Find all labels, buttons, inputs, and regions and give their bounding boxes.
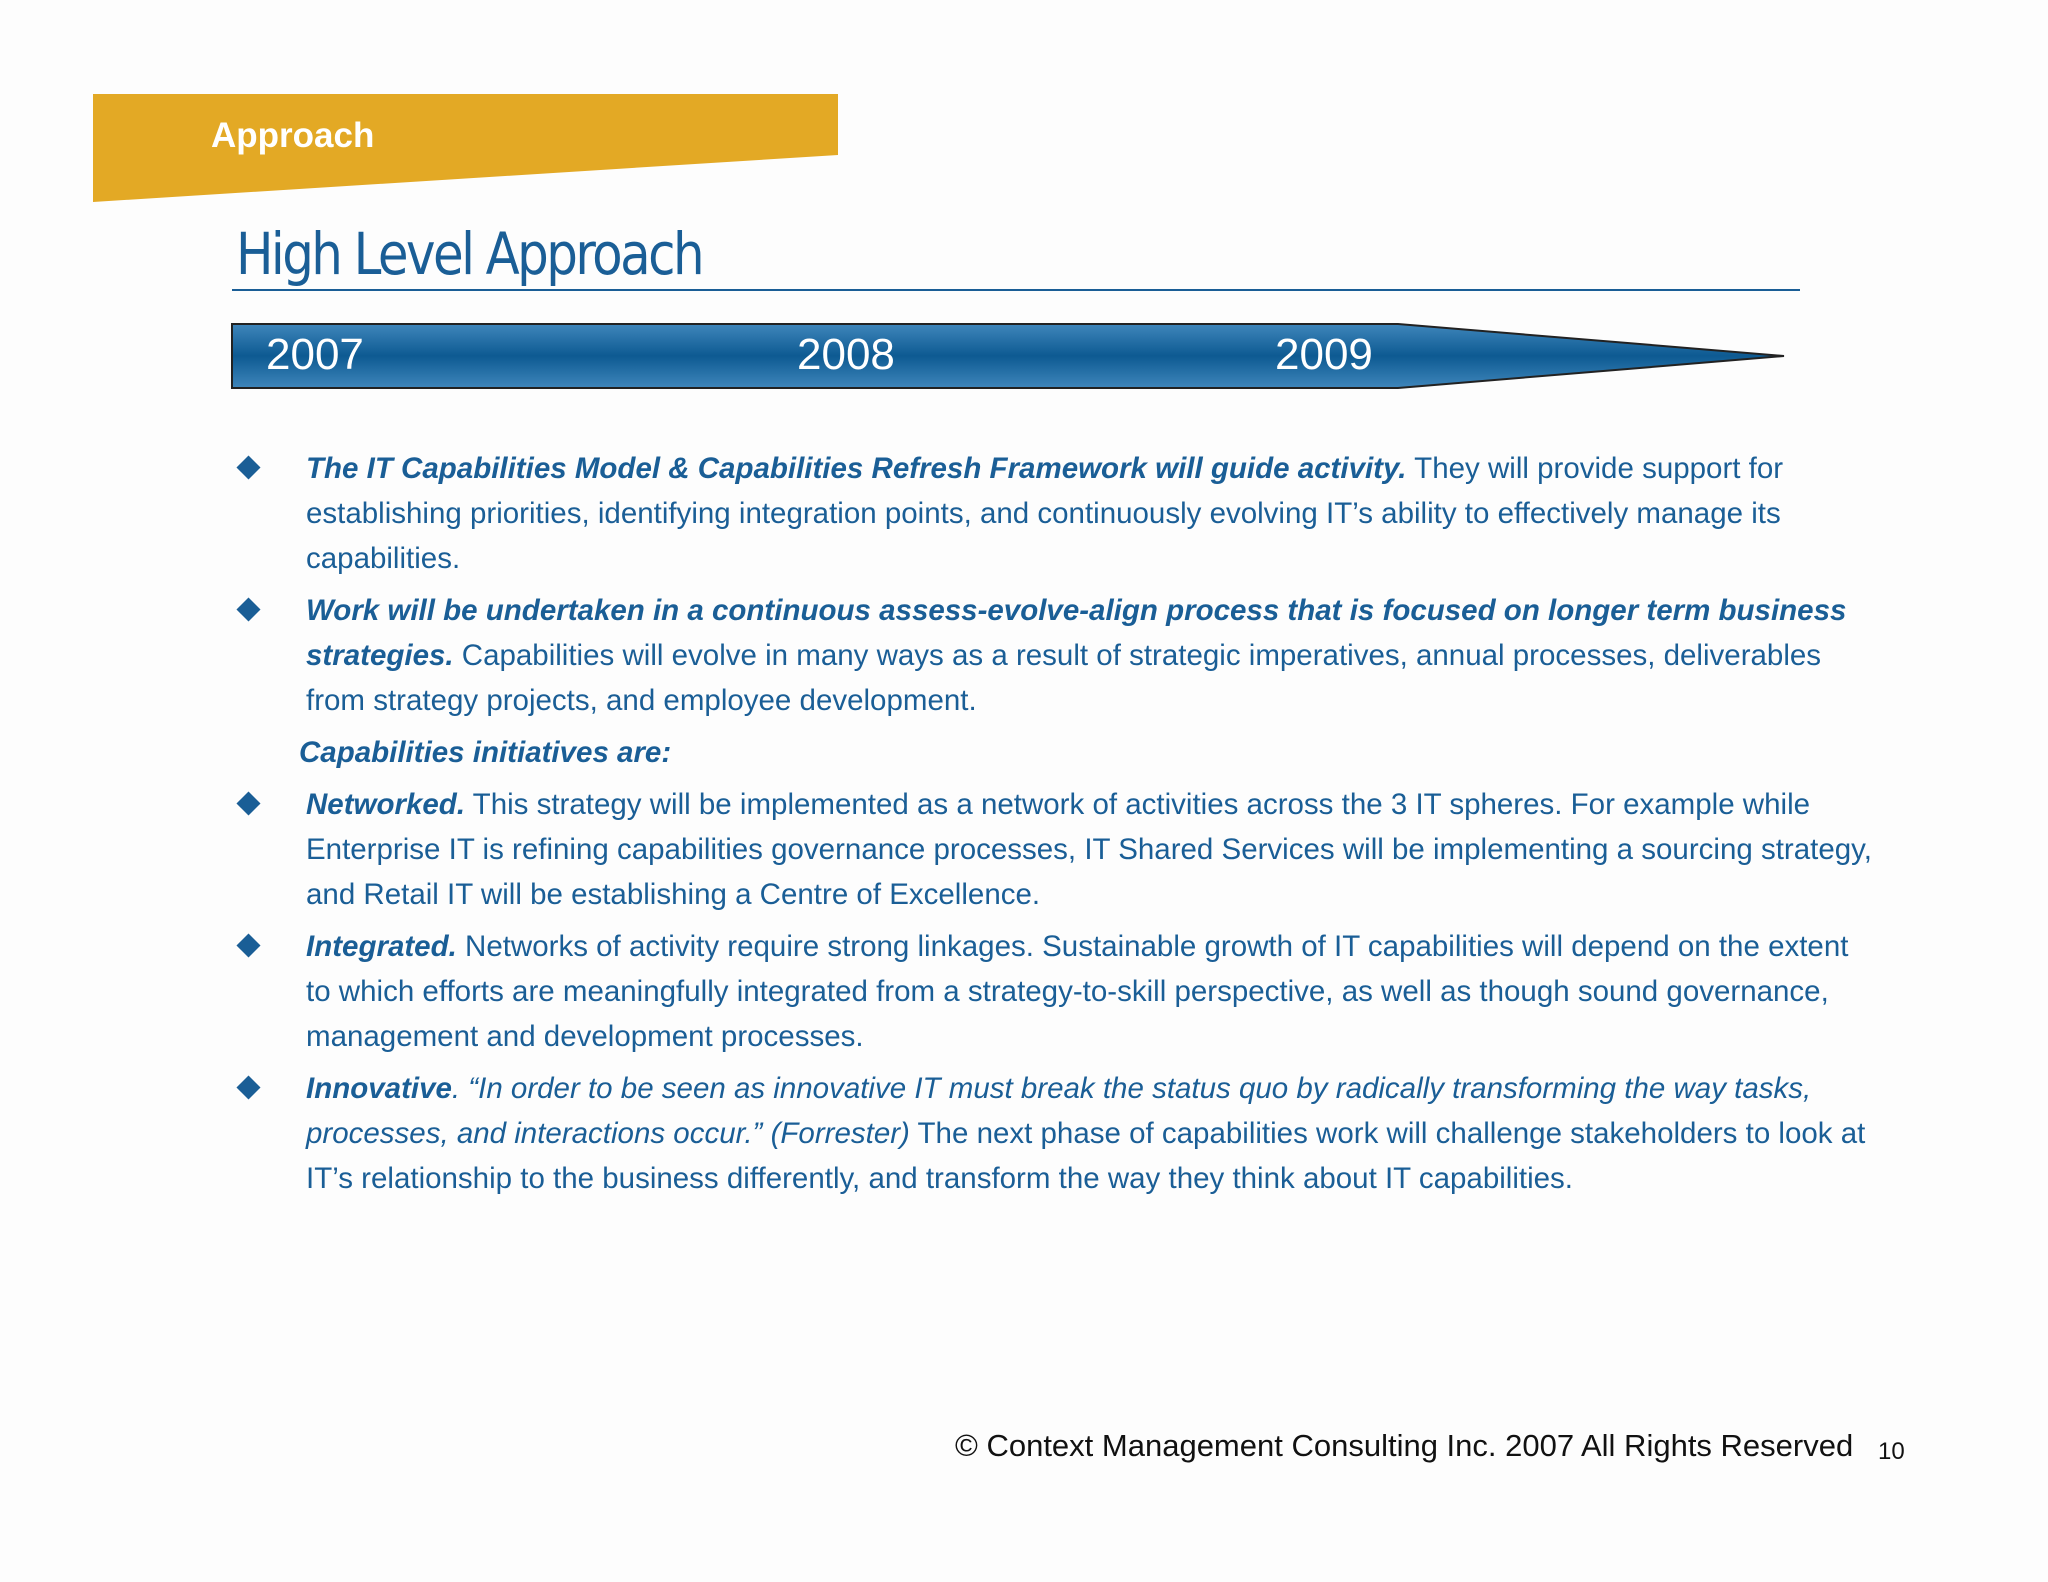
- bullet-text: This strategy will be implemented as a network of activities across the 3 IT spheres. For example while Enterprise IT is refining capabilities governance processes, IT Shared Services will be implementing a sourcing strategy, and Retail IT will be establishing a Centre of Excellence.: [306, 788, 1872, 911]
- bullet-framework: [236, 446, 1876, 581]
- section-tag-shape: [93, 94, 838, 202]
- bullet-quote: . “In order to be seen as innovative IT must break the status quo by radically transforming the way tasks, processes, and interactions occur.” (Forrester): [306, 1072, 1812, 1150]
- timeline-arrow: [230, 322, 1790, 390]
- bullet-lead: The IT Capabilities Model & Capabilities Refresh Framework will guide activity.: [306, 452, 1407, 485]
- bullet-lead: Work will be undertaken in a continuous assess-evolve-align process that is focused on longer term business strategies.: [306, 594, 1847, 672]
- bullet-lead: Integrated.: [306, 930, 457, 963]
- page-title: High Level Approach: [236, 220, 702, 288]
- diamond-bullet-icon: [236, 597, 260, 621]
- diamond-bullet-icon: [236, 791, 260, 815]
- content-body: [236, 446, 1876, 1208]
- bullet-process: [236, 588, 1876, 723]
- section-tag: [93, 94, 838, 202]
- timeline-arrow-shape: [230, 322, 1790, 390]
- copyright-footer: © Context Management Consulting Inc. 2007 All Rights Reserved: [955, 1428, 1854, 1463]
- diamond-bullet-icon: [236, 1075, 260, 1099]
- section-tag-label: Approach: [211, 116, 375, 155]
- bullet-lead: Innovative: [306, 1072, 452, 1105]
- bullet-lead: Networked.: [306, 788, 466, 821]
- bullet-text: They will provide support for establishing priorities, identifying integration points, and continuously evolving IT’s ability to effectively manage its capabilities.: [306, 452, 1784, 575]
- timeline-year-2009: 2009: [1275, 330, 1373, 379]
- timeline-year-2008: 2008: [797, 330, 895, 379]
- diamond-bullet-icon: [236, 933, 260, 957]
- timeline-year-2007: 2007: [266, 330, 364, 379]
- page-number: 10: [1878, 1438, 1905, 1465]
- bullet-integrated: [236, 924, 1876, 1059]
- title-divider: [232, 289, 1800, 291]
- initiatives-subheading: Capabilities initiatives are:: [299, 736, 672, 769]
- bullet-text: Capabilities will evolve in many ways as a result of strategic imperatives, annual processes, deliverables from strategy projects, and employee development.: [306, 639, 1822, 717]
- diamond-bullet-icon: [236, 455, 260, 479]
- bullet-text: Networks of activity require strong linkages. Sustainable growth of IT capabilities will depend on the extent to which efforts are meaningfully integrated from a strategy-to-skill perspective, as well as though sound governance, management and development processes.: [306, 930, 1849, 1053]
- bullet-innovative: [236, 1066, 1876, 1201]
- bullet-networked: [236, 782, 1876, 917]
- bullet-text: The next phase of capabilities work will challenge stakeholders to look at IT’s relationship to the business differently, and transform the way they think about IT capabilities.: [306, 1117, 1866, 1195]
